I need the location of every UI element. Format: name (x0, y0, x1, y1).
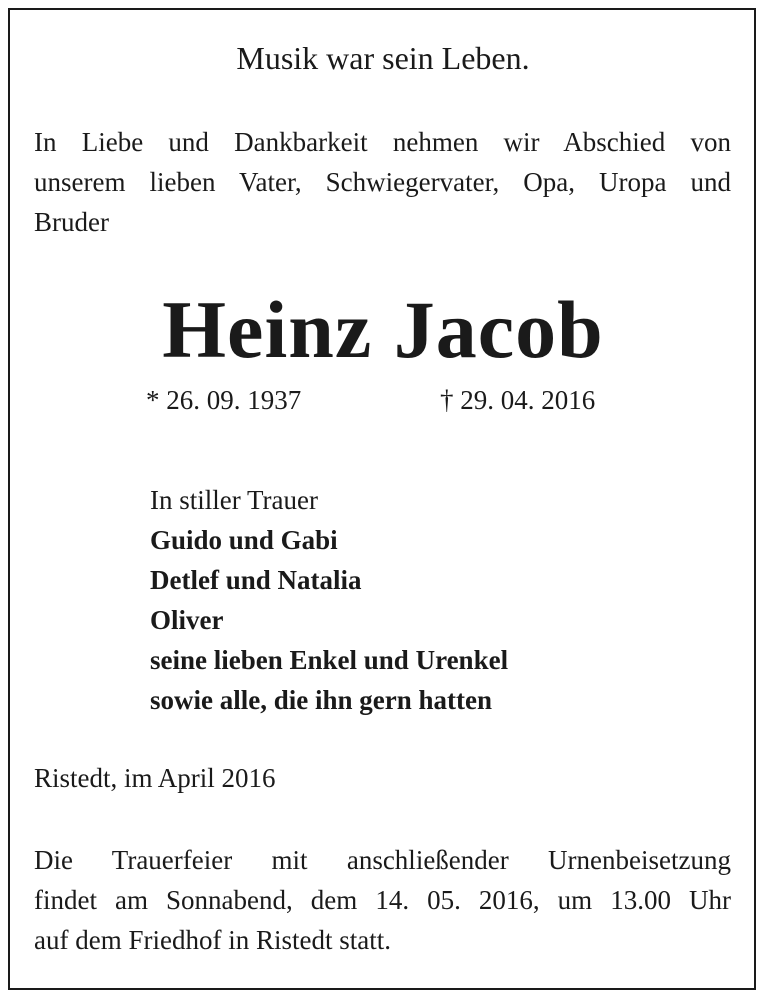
intro-line: Bruder (34, 207, 109, 237)
mourner-name: seine lieben Enkel und Urenkel (150, 645, 509, 675)
intro-text (34, 122, 731, 242)
mourners-list (150, 480, 508, 720)
service-info (34, 840, 731, 960)
mourner-name: Oliver (150, 605, 224, 635)
deceased-name: Heinz Jacob (162, 284, 604, 375)
mourner-name: Guido und Gabi (150, 525, 338, 555)
intro-line: unserem lieben Vater, Schwiegervater, Opa, Uropa und (34, 167, 731, 197)
intro-line: In Liebe und Dankbarkeit nehmen wir Abschied von (34, 127, 731, 157)
service-line: Die Trauerfeier mit anschließender Urnenbeisetzung (34, 845, 731, 875)
service-line: auf dem Friedhof in Ristedt statt. (34, 925, 391, 955)
place-date: Ristedt, im April 2016 (34, 763, 276, 793)
death-date: † 29. 04. 2016 (440, 385, 596, 415)
mourners-heading: In stiller Trauer (150, 485, 318, 515)
mourner-name: Detlef und Natalia (150, 565, 362, 595)
mourner-name: sowie alle, die ihn gern hatten (150, 685, 492, 715)
birth-date: * 26. 09. 1937 (146, 385, 302, 415)
service-line: findet am Sonnabend, dem 14. 05. 2016, um 13.00 Uhr (34, 885, 731, 915)
motto-heading: Musik war sein Leben. (236, 40, 530, 76)
